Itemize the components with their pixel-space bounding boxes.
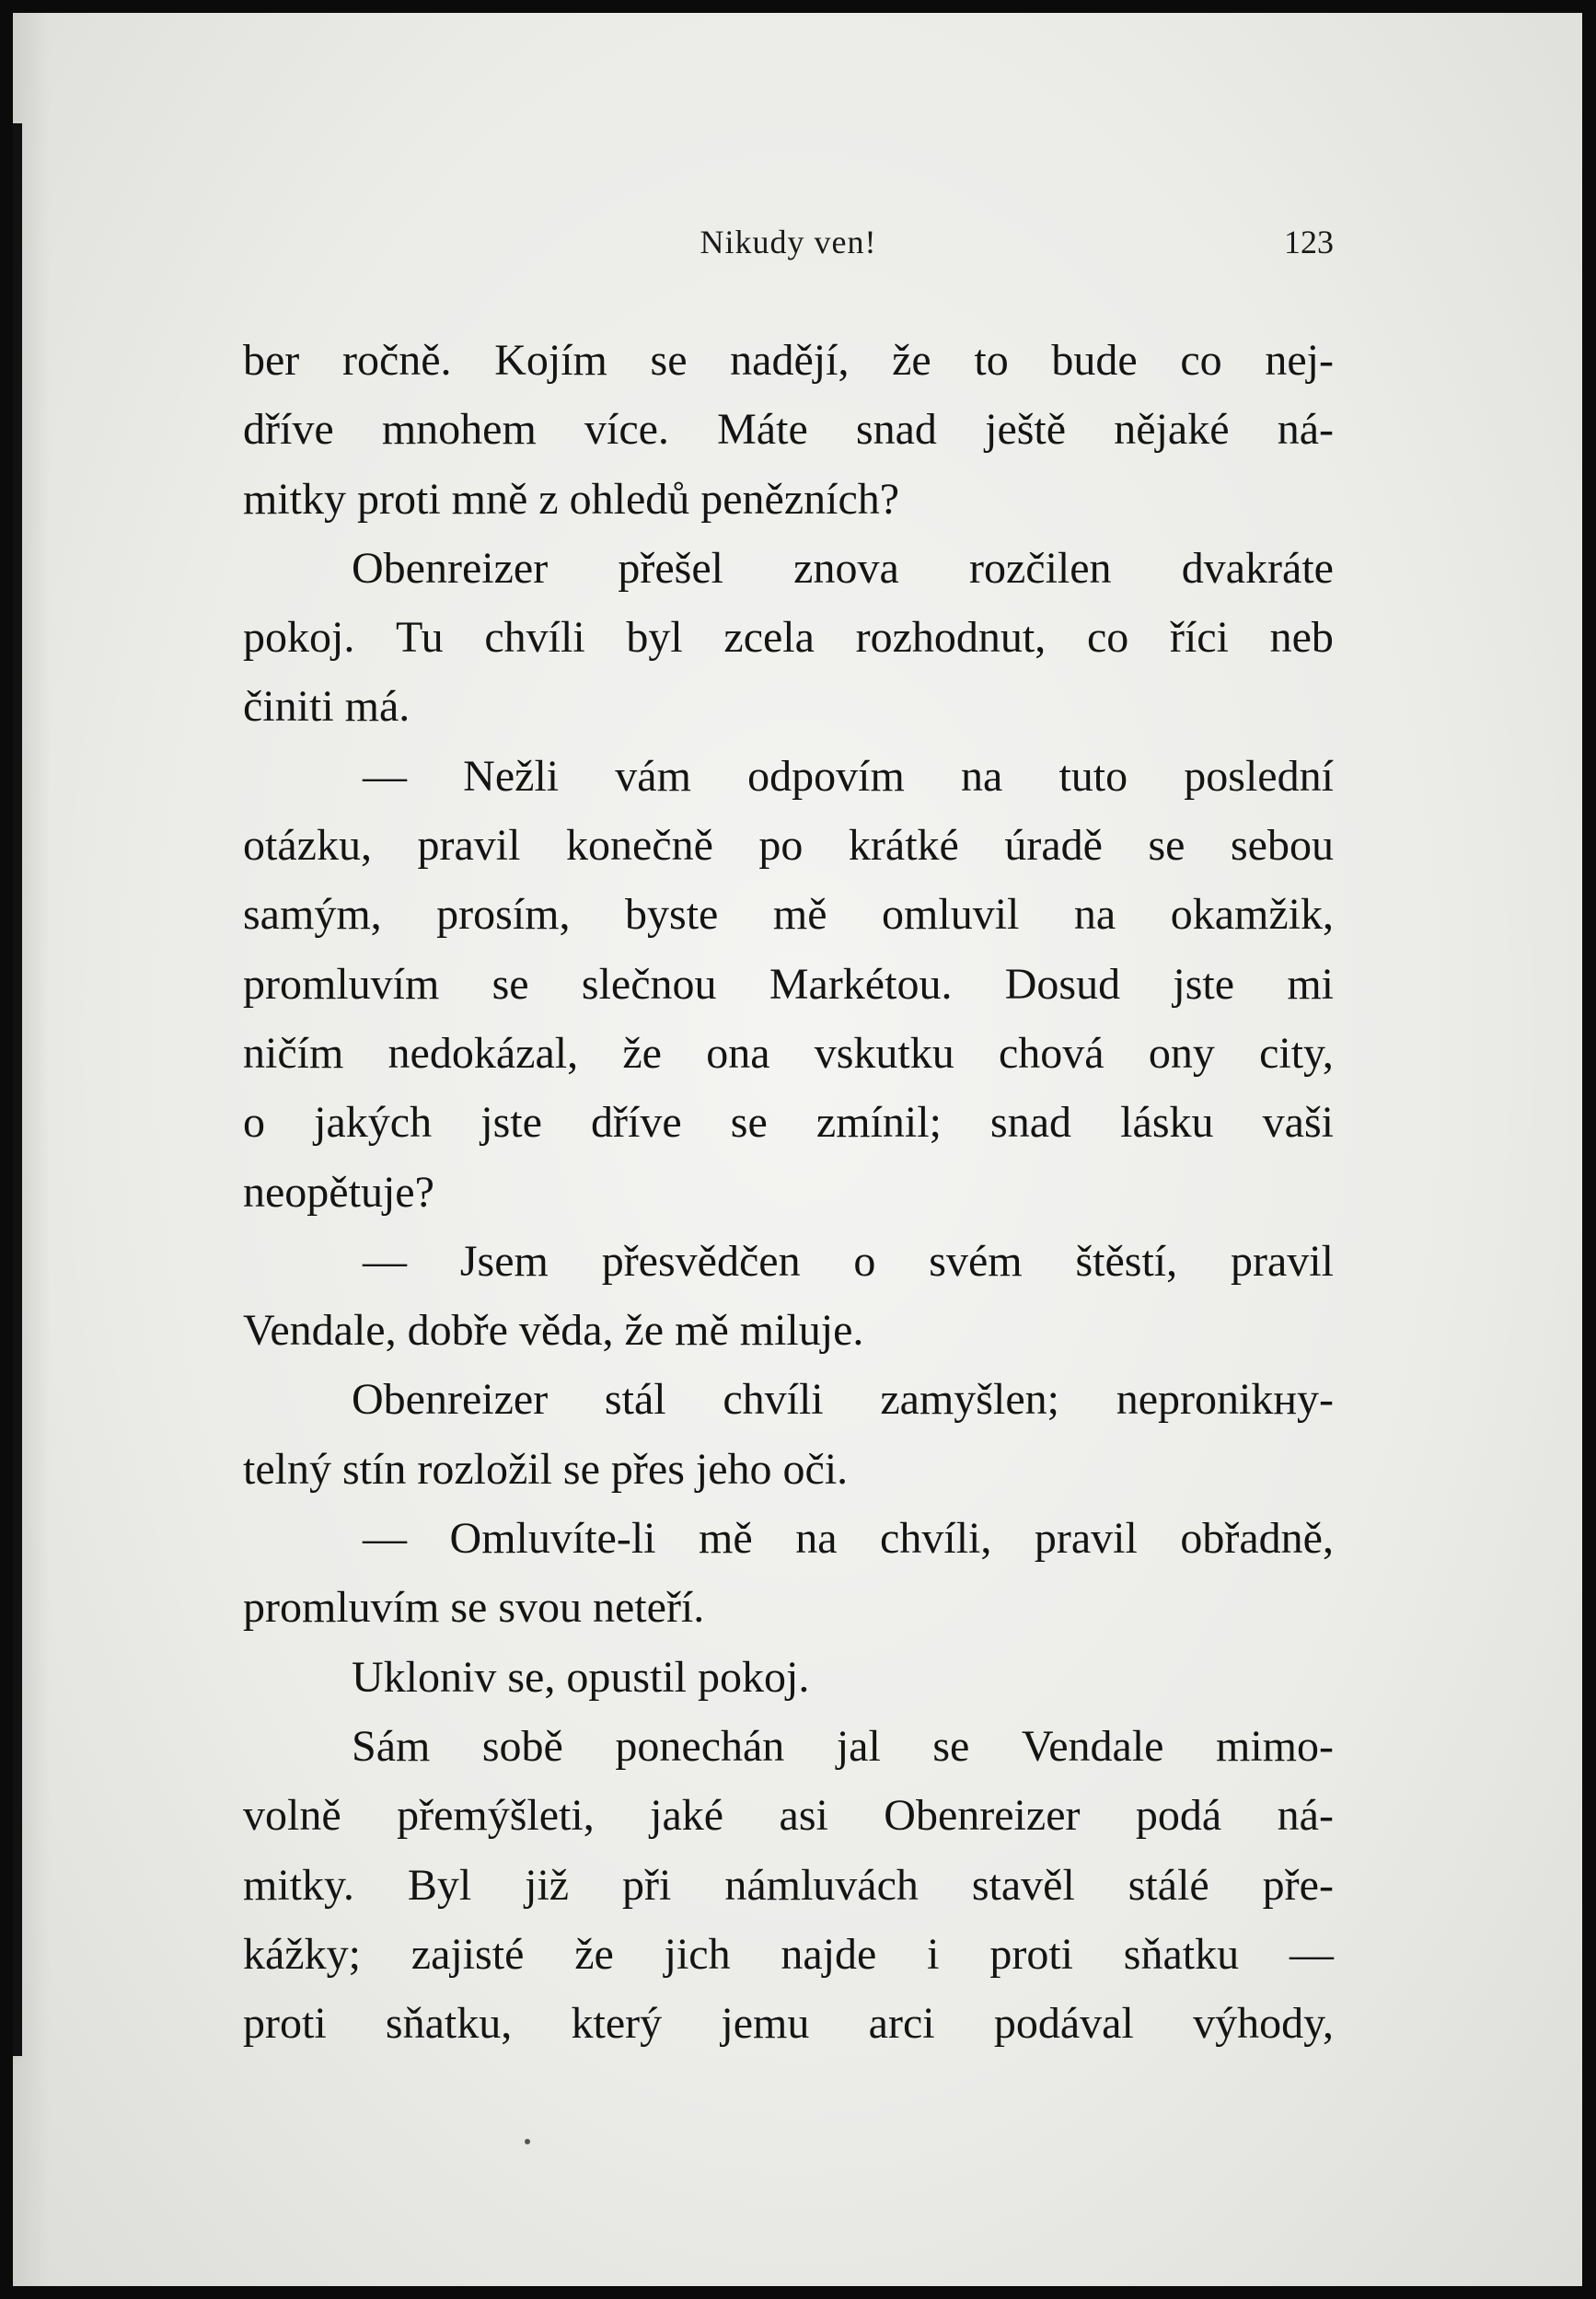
word: nej- — [1265, 336, 1334, 385]
word: námluvách — [724, 1860, 919, 1910]
word: mě — [772, 890, 827, 940]
text-line — [243, 1573, 1334, 1642]
word: mitky. — [243, 1860, 354, 1910]
word: o — [243, 1098, 265, 1148]
word: okamžik, — [1170, 890, 1334, 940]
text-line — [243, 1989, 1334, 2058]
word: dvakráte — [1181, 543, 1334, 593]
word: ony — [1148, 1028, 1215, 1078]
word: mimo- — [1216, 1721, 1334, 1771]
word: nepronikну- — [1116, 1375, 1334, 1425]
text-line — [243, 603, 1334, 672]
word: se — [932, 1721, 970, 1771]
word: Ukloniv se, opustil pokoj. — [352, 1652, 810, 1702]
text-line — [243, 1296, 1334, 1365]
word: dříve — [243, 405, 334, 455]
word: vám — [615, 751, 691, 801]
word: mi — [1287, 959, 1334, 1009]
word: přešel — [618, 543, 723, 593]
word: Nežli — [463, 751, 560, 801]
running-header — [243, 223, 1334, 269]
word: pravil — [417, 821, 521, 871]
word: po — [758, 821, 804, 871]
text-line — [243, 1088, 1334, 1157]
word: ničím — [243, 1028, 344, 1078]
text-line — [243, 1227, 1334, 1296]
word: zamyšlen; — [880, 1375, 1059, 1425]
word: — — [363, 1514, 407, 1564]
word: neopětuje? — [243, 1167, 434, 1217]
word: ona — [706, 1028, 770, 1078]
word: rozhodnut, — [855, 613, 1047, 663]
word: Vendale — [1021, 1721, 1164, 1771]
word: zcela — [723, 613, 815, 663]
text-line — [243, 742, 1334, 811]
word: poslední — [1184, 751, 1334, 801]
word: na — [795, 1514, 838, 1564]
word: otázku, — [243, 821, 372, 871]
word: Sám — [352, 1721, 431, 1771]
word: omluvil — [882, 890, 1020, 940]
word: Jsem — [459, 1236, 549, 1286]
word: dříve — [591, 1098, 682, 1148]
word: zmínil; — [815, 1098, 942, 1148]
text-line — [243, 880, 1334, 949]
text-line — [243, 811, 1334, 880]
word: znova — [793, 543, 899, 593]
text-line — [243, 534, 1334, 603]
word: sňatku — [1123, 1929, 1240, 1979]
word: co — [1180, 336, 1222, 385]
word: nedokázal, — [387, 1028, 579, 1078]
word: slečnou — [581, 959, 717, 1009]
binding-edge — [13, 123, 22, 2056]
word: ponechán — [615, 1721, 785, 1771]
word: mnohem — [381, 405, 537, 455]
word: se — [650, 336, 688, 385]
word: jich — [664, 1929, 731, 1979]
word: přemýšleti, — [397, 1791, 595, 1841]
text-line — [243, 1781, 1334, 1850]
word: že — [892, 336, 931, 385]
text-line — [243, 1019, 1334, 1088]
word: promluvím — [243, 959, 440, 1009]
word: arci — [868, 1999, 935, 2049]
word: chvíli — [484, 613, 585, 663]
word: Kojím — [494, 336, 607, 385]
word: zajisté — [411, 1929, 525, 1979]
text-line — [243, 1643, 1334, 1712]
word: chvíli — [723, 1375, 824, 1425]
word: i — [927, 1929, 940, 1979]
word: ročně. — [341, 336, 452, 385]
word: sebou — [1230, 821, 1334, 871]
word: co — [1086, 613, 1129, 663]
word: proti — [243, 1999, 327, 2049]
word: to — [974, 336, 1009, 385]
word: vskutku — [814, 1028, 954, 1078]
word: rozčilen — [968, 543, 1112, 593]
text-line — [243, 1851, 1334, 1920]
word: přesvědčen — [601, 1236, 801, 1286]
word: city, — [1259, 1028, 1334, 1078]
text-line — [243, 1712, 1334, 1781]
word: ná- — [1277, 405, 1334, 455]
word: mitky proti mně z ohledů penězních? — [243, 474, 900, 524]
word: pravil — [1230, 1236, 1334, 1286]
word: činiti má. — [243, 682, 411, 732]
word: pokoj. — [243, 613, 355, 663]
word: chová — [998, 1028, 1104, 1078]
text-line — [243, 1435, 1334, 1504]
word: ještě — [985, 405, 1067, 455]
word: více. — [584, 405, 669, 455]
word: ber — [243, 336, 300, 385]
word: že — [622, 1028, 662, 1078]
word: jal — [836, 1721, 881, 1771]
text-line — [243, 465, 1334, 534]
word: vaši — [1262, 1098, 1334, 1148]
word: který — [571, 1999, 663, 2049]
word: snad — [990, 1098, 1072, 1148]
word: chvíli, — [880, 1514, 992, 1564]
word: konečně — [565, 821, 713, 871]
word: jste — [1173, 959, 1235, 1009]
word: tuto — [1058, 751, 1128, 801]
word: obřadně, — [1180, 1514, 1334, 1564]
running-title: Nikudy ven! — [700, 224, 877, 260]
word: samým, — [243, 890, 382, 940]
text-line — [243, 672, 1334, 741]
word: pravil — [1034, 1514, 1138, 1564]
text-line — [243, 1504, 1334, 1573]
word: proti — [989, 1929, 1073, 1979]
text-line — [243, 1365, 1334, 1434]
text-line — [243, 1158, 1334, 1227]
word: bude — [1051, 336, 1138, 385]
word: svém — [929, 1236, 1023, 1286]
word: při — [622, 1860, 672, 1910]
word: Vendale, dobře věda, že mě miluje. — [243, 1306, 864, 1356]
word: nějaké — [1114, 405, 1230, 455]
word: stálé — [1128, 1860, 1209, 1910]
word: pře- — [1262, 1860, 1334, 1910]
word: jaké — [650, 1791, 724, 1841]
word: výhody, — [1193, 1999, 1334, 2049]
word: stavěl — [971, 1860, 1075, 1910]
word: Tu — [396, 613, 444, 663]
word: již — [525, 1860, 570, 1910]
word: byl — [626, 613, 683, 663]
word: promluvím se svou neteří. — [243, 1583, 705, 1633]
word: Obenreizer — [352, 1375, 549, 1425]
word: — — [363, 751, 407, 801]
word: odpovím — [747, 751, 905, 801]
word: Dosud — [1004, 959, 1121, 1009]
word: najde — [781, 1929, 877, 1979]
word: Obenreizer — [884, 1791, 1081, 1841]
word: lásku — [1120, 1098, 1214, 1148]
word: Obenreizer — [352, 543, 549, 593]
word: — — [363, 1236, 407, 1286]
word: se — [492, 959, 529, 1009]
word: říci — [1169, 613, 1229, 663]
word: volně — [243, 1791, 341, 1841]
word: kážky; — [243, 1929, 361, 1979]
word: telný stín rozložil se přes jeho oči. — [243, 1444, 849, 1494]
word: — — [1289, 1929, 1334, 1979]
word: na — [1073, 890, 1116, 940]
word: asi — [779, 1791, 828, 1841]
page-number: 123 — [1284, 224, 1334, 260]
word: stál — [604, 1375, 666, 1425]
word: prosím, — [436, 890, 571, 940]
word: ná- — [1277, 1791, 1334, 1841]
word: Byl — [407, 1860, 472, 1910]
word: mě — [699, 1514, 753, 1564]
body-text — [243, 326, 1334, 2058]
word: se — [1148, 821, 1185, 871]
word: že — [574, 1929, 614, 1979]
word: jste — [480, 1098, 542, 1148]
word: nadějí, — [730, 336, 850, 385]
word: jemu — [721, 1999, 810, 2049]
word: snad — [855, 405, 937, 455]
ink-speck — [525, 2139, 530, 2144]
word: štěstí, — [1075, 1236, 1178, 1286]
book-page — [13, 13, 1582, 2286]
word: neb — [1269, 613, 1334, 663]
word: podá — [1135, 1791, 1222, 1841]
text-line — [243, 395, 1334, 464]
word: sobě — [481, 1721, 563, 1771]
word: se — [730, 1098, 768, 1148]
word: úradě — [1004, 821, 1103, 871]
word: Omluvíte-li — [449, 1514, 656, 1564]
word: podával — [993, 1999, 1134, 2049]
text-line — [243, 950, 1334, 1019]
word: sňatku, — [385, 1999, 513, 2049]
word: na — [960, 751, 1003, 801]
word: krátké — [848, 821, 959, 871]
text-line — [243, 326, 1334, 395]
word: Máte — [717, 405, 808, 455]
word: Markétou. — [769, 959, 953, 1009]
word: o — [853, 1236, 876, 1286]
text-line — [243, 1920, 1334, 1989]
word: byste — [625, 890, 719, 940]
word: jakých — [314, 1098, 433, 1148]
